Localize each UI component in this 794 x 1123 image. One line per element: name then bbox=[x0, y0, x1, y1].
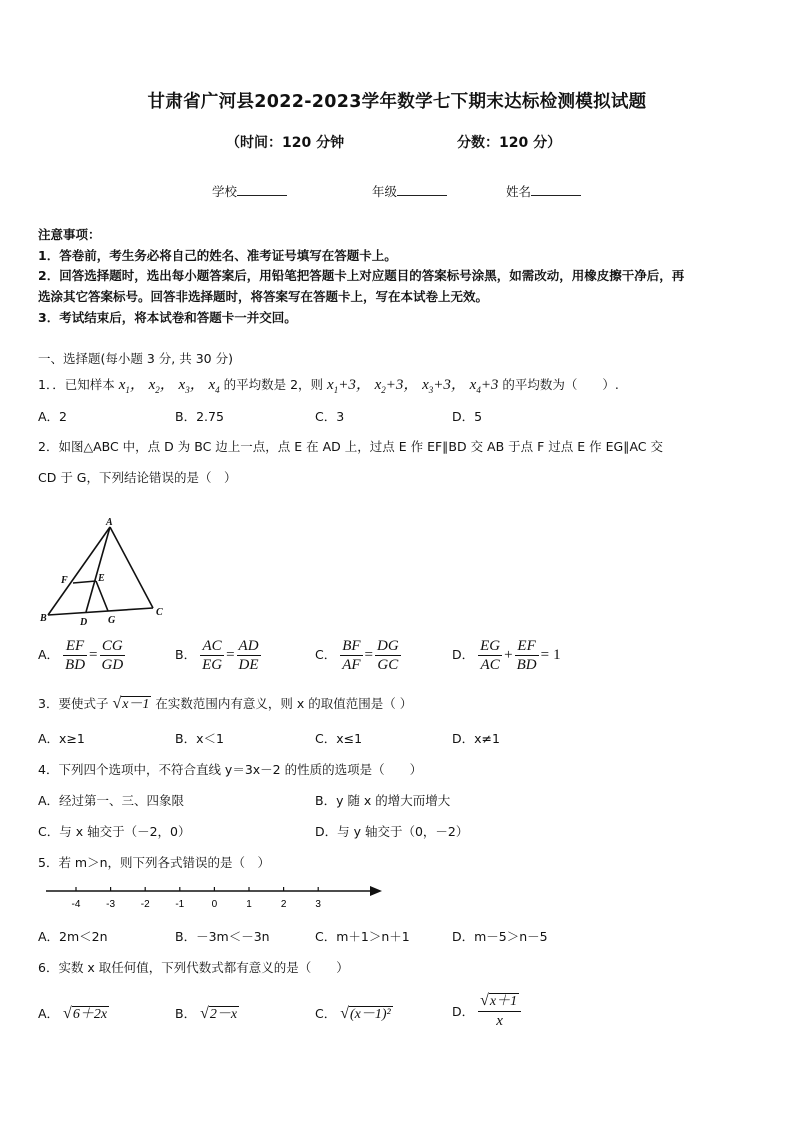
question-4: 4．下列四个选项中，不符合直线 y＝3x－2 的性质的选项是（ ） bbox=[38, 762, 423, 777]
number-line bbox=[38, 880, 388, 912]
time-limit: （时间：120 分钟 bbox=[226, 135, 345, 151]
fraction: $\frac{CG}{GD}$ bbox=[101, 638, 124, 673]
segment-ef bbox=[73, 581, 96, 583]
tick-label: -3 bbox=[106, 899, 116, 910]
total-score: 分数：120 分） bbox=[457, 135, 562, 151]
school-field bbox=[212, 182, 287, 200]
q6-option-b: B． √2－x bbox=[175, 1005, 238, 1022]
option-d: D．x≠1 bbox=[452, 731, 500, 746]
segment-eg bbox=[96, 581, 108, 611]
name-label: 姓名 bbox=[506, 184, 532, 199]
notice-item: 1．答卷前，考生务必将自己的姓名、准考证号填写在答题卡上。 bbox=[38, 248, 397, 263]
notice-item: 2．回答选择题时，选出每小题答案后，用铅笔把答题卡上对应题目的答案标号涂黑，如需改动，用橡皮擦干净后，再 bbox=[38, 268, 685, 283]
label-b: B bbox=[40, 613, 47, 624]
fraction: $\frac{DG}{GC}$ bbox=[377, 638, 399, 673]
option-d: D．m－5＞n－5 bbox=[452, 929, 548, 944]
page-title: 甘肃省广河县2022-2023学年数学七下期末达标检测模拟试题 bbox=[147, 92, 647, 112]
option-b: B．y 随 x 的增大而增大 bbox=[315, 793, 451, 808]
option-a: A．2m＜2n bbox=[38, 929, 108, 944]
sqrt-expression: √6＋2x bbox=[63, 1005, 108, 1022]
fraction: $\frac{√x+1}{x}$ bbox=[478, 992, 521, 1030]
label-c: C bbox=[156, 607, 163, 618]
option-c: C．与 x 轴交于（－2，0） bbox=[38, 824, 191, 839]
segment-ac bbox=[110, 527, 153, 608]
fraction: $\frac{EG}{AC}$ bbox=[480, 638, 501, 673]
q1-sample-vars: $x_1$， $x_2$， $x_3$， $x_4$ bbox=[118, 377, 220, 395]
fraction: $\frac{EF}{BD}$ bbox=[65, 638, 86, 673]
name-field bbox=[506, 182, 581, 200]
tick-label: -2 bbox=[140, 899, 150, 910]
school-label: 学校 bbox=[212, 184, 238, 199]
option-b: B．－3m＜－3n bbox=[175, 929, 270, 944]
q2-option-c: C． $\frac{BF}{AF}$ = $\frac{DG}{GC}$ bbox=[315, 638, 399, 673]
option-b: B．x＜1 bbox=[175, 731, 224, 746]
option-b: B．2.75 bbox=[175, 409, 224, 424]
q1-suffix: 的平均数为（ ）. bbox=[502, 377, 619, 392]
q6-option-d: D． $\frac{√x+1}{x}$ bbox=[452, 992, 521, 1030]
q6-option-a: A． √6＋2x bbox=[38, 1005, 108, 1022]
notice-heading: 注意事项： bbox=[38, 227, 101, 242]
arrow-icon bbox=[370, 886, 382, 896]
option-d: D．与 y 轴交于（0，－2） bbox=[315, 824, 469, 839]
option-a: A．x≥1 bbox=[38, 731, 85, 746]
tick-label: 2 bbox=[280, 899, 287, 910]
segment-bc bbox=[48, 608, 153, 615]
q1-mid: 的平均数是 2，则 bbox=[223, 377, 324, 392]
q2-stem-line2: CD 于 G，下列结论错误的是（ ） bbox=[38, 470, 237, 485]
segment-ab bbox=[48, 527, 110, 615]
option-d: D．5 bbox=[452, 409, 483, 424]
sqrt-expression: √x－1 bbox=[112, 695, 150, 712]
option-c: C．m＋1＞n＋1 bbox=[315, 929, 410, 944]
question-5: 5．若 m＞n，则下列各式错误的是（ ） bbox=[38, 855, 271, 870]
notice-item: 选涂其它答案标号。回答非选择题时，将答案写在答题卡上，写在本试卷上无效。 bbox=[38, 289, 489, 304]
question-1 bbox=[38, 373, 619, 395]
sqrt-expression: √(x－1)² bbox=[340, 1005, 391, 1022]
label-d: D bbox=[80, 617, 88, 628]
option-a: A．经过第一、三、四象限 bbox=[38, 793, 185, 808]
fraction: $\frac{AC}{EG}$ bbox=[202, 638, 223, 673]
label-a: A bbox=[106, 517, 113, 528]
section-heading: 一、选择题(每小题 3 分, 共 30 分) bbox=[38, 351, 233, 366]
q2-option-a: A． $\frac{EF}{BD}$ = $\frac{CG}{GD}$ bbox=[38, 638, 124, 673]
label-e: E bbox=[98, 573, 105, 584]
fraction: $\frac{EF}{BD}$ bbox=[516, 638, 537, 673]
fraction: $\frac{AD}{DE}$ bbox=[238, 638, 259, 673]
tick-label: 1 bbox=[246, 899, 252, 910]
q2-option-d: D． $\frac{EG}{AC}$ + $\frac{EF}{BD}$ = 1 bbox=[452, 638, 561, 673]
label-g: G bbox=[108, 615, 116, 626]
label-f: F bbox=[61, 575, 68, 586]
tick-label: 3 bbox=[315, 899, 321, 910]
segment-ad bbox=[86, 527, 110, 612]
name-blank bbox=[531, 183, 581, 196]
q2-stem-line1: 2．如图△ABC 中，点 D 为 BC 边上一点，点 E 在 AD 上，过点 E 作 EF∥BD 交 AB 于点 F 过点 E 作 EG∥AC 交 bbox=[38, 439, 663, 454]
grade-blank bbox=[397, 183, 447, 196]
option-a: A．2 bbox=[38, 409, 68, 424]
question-3: 3．要使式子 √x－1 在实数范围内有意义，则 x 的取值范围是（ ） bbox=[38, 695, 413, 712]
grade-field bbox=[372, 182, 447, 200]
triangle-figure bbox=[38, 515, 178, 630]
sqrt-expression: √x＋1 bbox=[480, 992, 518, 1009]
q6-option-c: C． √(x－1)² bbox=[315, 1005, 391, 1022]
question-6: 6．实数 x 取任何值，下列代数式都有意义的是（ ） bbox=[38, 960, 349, 975]
q2-option-b: B． $\frac{AC}{EG}$ = $\frac{AD}{DE}$ bbox=[175, 638, 259, 673]
q1-shifted-vars: $x_1+3$， $x_2+3$， $x_3+3$， $x_4+3$ bbox=[327, 377, 499, 395]
fraction: $\frac{BF}{AF}$ bbox=[342, 638, 361, 673]
sqrt-expression: √2－x bbox=[200, 1005, 238, 1022]
option-c: C．x≤1 bbox=[315, 731, 363, 746]
tick-label: -4 bbox=[71, 899, 81, 910]
option-c: C．3 bbox=[315, 409, 345, 424]
tick-label: -1 bbox=[175, 899, 185, 910]
grade-label: 年级 bbox=[372, 184, 398, 199]
notice-item: 3．考试结束后，将本试卷和答题卡一并交回。 bbox=[38, 310, 297, 325]
tick-label: 0 bbox=[211, 899, 218, 910]
q1-prefix: 1．．已知样本 bbox=[38, 377, 115, 392]
school-blank bbox=[237, 183, 287, 196]
